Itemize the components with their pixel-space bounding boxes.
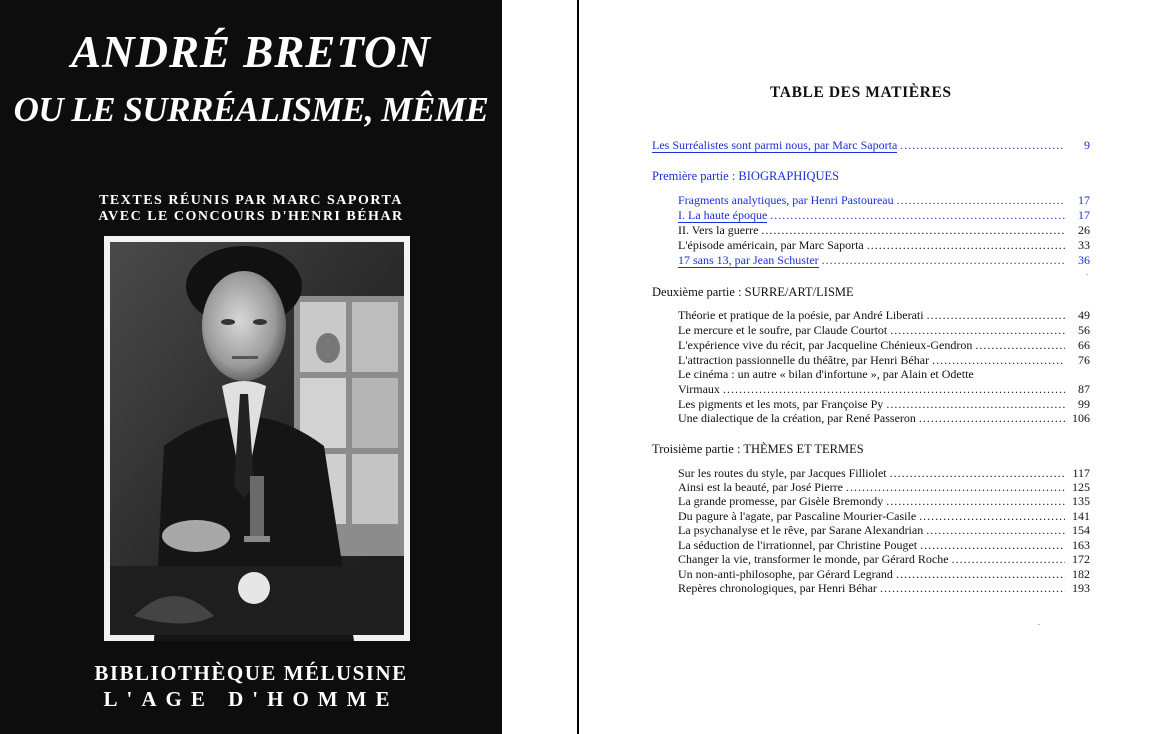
toc-entry-label[interactable]: Changer la vie, transformer le monde, par Gérard Roche xyxy=(678,552,949,566)
toc-entry[interactable] xyxy=(678,323,1090,337)
toc-entry-page: 141 xyxy=(1072,509,1090,523)
part-title[interactable]: Première partie : BIOGRAPHIQUES xyxy=(652,169,840,183)
toc-entry-label[interactable]: Les Surréalistes sont parmi nous, par Marc Saporta xyxy=(652,138,898,152)
toc-entry-page: 49 xyxy=(1078,308,1090,322)
toc-entry[interactable] xyxy=(678,238,1090,252)
toc-entry-page: 26 xyxy=(1078,223,1090,237)
toc-entry-page: 172 xyxy=(1072,552,1090,566)
toc-entry-label[interactable]: L'épisode américain, par Marc Saporta xyxy=(678,238,864,252)
toc-entry-page: 66 xyxy=(1078,338,1090,352)
toc-entry[interactable] xyxy=(678,382,1090,396)
toc-entry[interactable] xyxy=(678,208,1090,223)
cover-credits xyxy=(0,193,502,225)
toc-entry-page: 163 xyxy=(1072,538,1090,552)
scan-speck xyxy=(1086,274,1088,275)
toc-heading: TABLE DES MATIÈRES xyxy=(770,84,952,101)
cover-series-line: BIBLIOTHÈQUE MÉLUSINE xyxy=(94,661,408,685)
toc-entry[interactable] xyxy=(678,509,1090,523)
toc-entry-label[interactable]: 17 sans 13, par Jean Schuster xyxy=(678,253,819,267)
toc-entry-label[interactable]: Du pagure à l'agate, par Pascaline Mourier-Casile xyxy=(678,509,917,523)
toc-entry-page: 125 xyxy=(1072,480,1090,494)
toc-entry-label[interactable]: La séduction de l'irrationnel, par Christine Pouget xyxy=(678,538,918,552)
toc-entry-label[interactable]: Repères chronologiques, par Henri Béhar xyxy=(678,581,877,595)
toc-entry-page: 9 xyxy=(1084,138,1090,152)
toc-entry[interactable] xyxy=(678,253,1090,268)
cover-credits-line: TEXTES RÉUNIS PAR MARC SAPORTA xyxy=(99,193,403,208)
toc-entry[interactable] xyxy=(678,538,1090,552)
toc-entry-page: 135 xyxy=(1072,494,1090,508)
toc-entry-page: 182 xyxy=(1072,567,1090,581)
toc-entry-page: 76 xyxy=(1078,353,1090,367)
toc-entry[interactable] xyxy=(678,494,1090,508)
toc-entry-label[interactable]: I. La haute époque xyxy=(678,208,768,222)
toc-entry-label[interactable]: Sur les routes du style, par Jacques Filliolet xyxy=(678,466,887,480)
scan-speck xyxy=(1038,624,1040,625)
toc-entry[interactable] xyxy=(678,353,1090,367)
toc-entry-page: 36 xyxy=(1078,253,1090,267)
toc-entry-page: 87 xyxy=(1078,382,1090,396)
toc-entry-label[interactable]: L'expérience vive du récit, par Jacqueline Chénieux-Gendron xyxy=(678,338,973,352)
toc-entry[interactable] xyxy=(678,480,1090,494)
toc-entry[interactable] xyxy=(678,567,1090,581)
book-cover xyxy=(0,0,502,734)
toc-entry-label[interactable]: Ainsi est la beauté, par José Pierre xyxy=(678,480,843,494)
toc-entry[interactable] xyxy=(678,397,1090,411)
toc-entry-page: 154 xyxy=(1072,523,1090,537)
toc-entry-label[interactable]: Une dialectique de la création, par René Passeron xyxy=(678,411,916,425)
cover-series xyxy=(0,660,502,712)
toc-entry[interactable] xyxy=(678,523,1090,537)
toc-entry-label[interactable]: L'attraction passionnelle du théâtre, par Henri Béhar xyxy=(678,353,930,367)
toc-entry-label[interactable]: Les pigments et les mots, par Françoise Py xyxy=(678,397,884,411)
toc-entry-page: 106 xyxy=(1072,411,1090,425)
page-divider xyxy=(577,0,579,734)
cover-author: ANDRÉ BRETON xyxy=(70,27,431,77)
toc-entry-label[interactable]: La grande promesse, par Gisèle Bremondy xyxy=(678,494,884,508)
toc-entry-label[interactable]: Théorie et pratique de la poésie, par André Liberati xyxy=(678,308,924,322)
toc-entry[interactable] xyxy=(678,411,1090,425)
cover-portrait-photo xyxy=(104,236,410,641)
toc-entry-intro[interactable] xyxy=(652,138,1090,153)
toc-entry[interactable] xyxy=(678,308,1090,322)
toc-entry[interactable] xyxy=(678,338,1090,352)
toc-entry[interactable] xyxy=(678,193,1090,207)
toc-entry-label[interactable]: La psychanalyse et le rêve, par Sarane Alexandrian xyxy=(678,523,924,537)
toc-entry-page: 117 xyxy=(1072,466,1090,480)
part-title: Deuxième partie : SURRE/ART/LISME xyxy=(652,285,854,299)
toc-entry-page: 193 xyxy=(1072,581,1090,595)
toc-entry[interactable] xyxy=(678,223,1090,237)
toc-entry[interactable] xyxy=(678,466,1090,480)
toc-entry-page: 56 xyxy=(1078,323,1090,337)
table-of-contents xyxy=(640,0,1100,734)
toc-entry-label[interactable]: Un non-anti-philosophe, par Gérard Legrand xyxy=(678,567,893,581)
cover-title: OU LE SURRÉALISME, MÊME xyxy=(13,90,489,129)
part-title: Troisième partie : THÈMES ET TERMES xyxy=(652,442,864,456)
toc-entry-label[interactable]: II. Vers la guerre xyxy=(678,223,759,237)
toc-entry[interactable] xyxy=(678,552,1090,566)
toc-entry-page: 17 xyxy=(1078,193,1090,207)
toc-entry-page: 17 xyxy=(1078,208,1090,222)
cover-credits-line: AVEC LE CONCOURS D'HENRI BÉHAR xyxy=(98,209,404,224)
toc-entry-page: 99 xyxy=(1078,397,1090,411)
toc-entry[interactable] xyxy=(678,581,1090,595)
cover-publisher: L'AGE D'HOMME xyxy=(103,687,399,711)
toc-entry-label[interactable]: Le cinéma : un autre « bilan d'infortune », par Alain et Odette xyxy=(678,367,974,381)
toc-entry-label[interactable]: Fragments analytiques, par Henri Pastoureau xyxy=(678,193,894,207)
toc-entry-label[interactable]: Virmaux xyxy=(678,382,720,396)
toc-entry-page: 33 xyxy=(1078,238,1090,252)
toc-entry[interactable] xyxy=(678,367,1090,381)
toc-entry-label[interactable]: Le mercure et le soufre, par Claude Courtot xyxy=(678,323,888,337)
